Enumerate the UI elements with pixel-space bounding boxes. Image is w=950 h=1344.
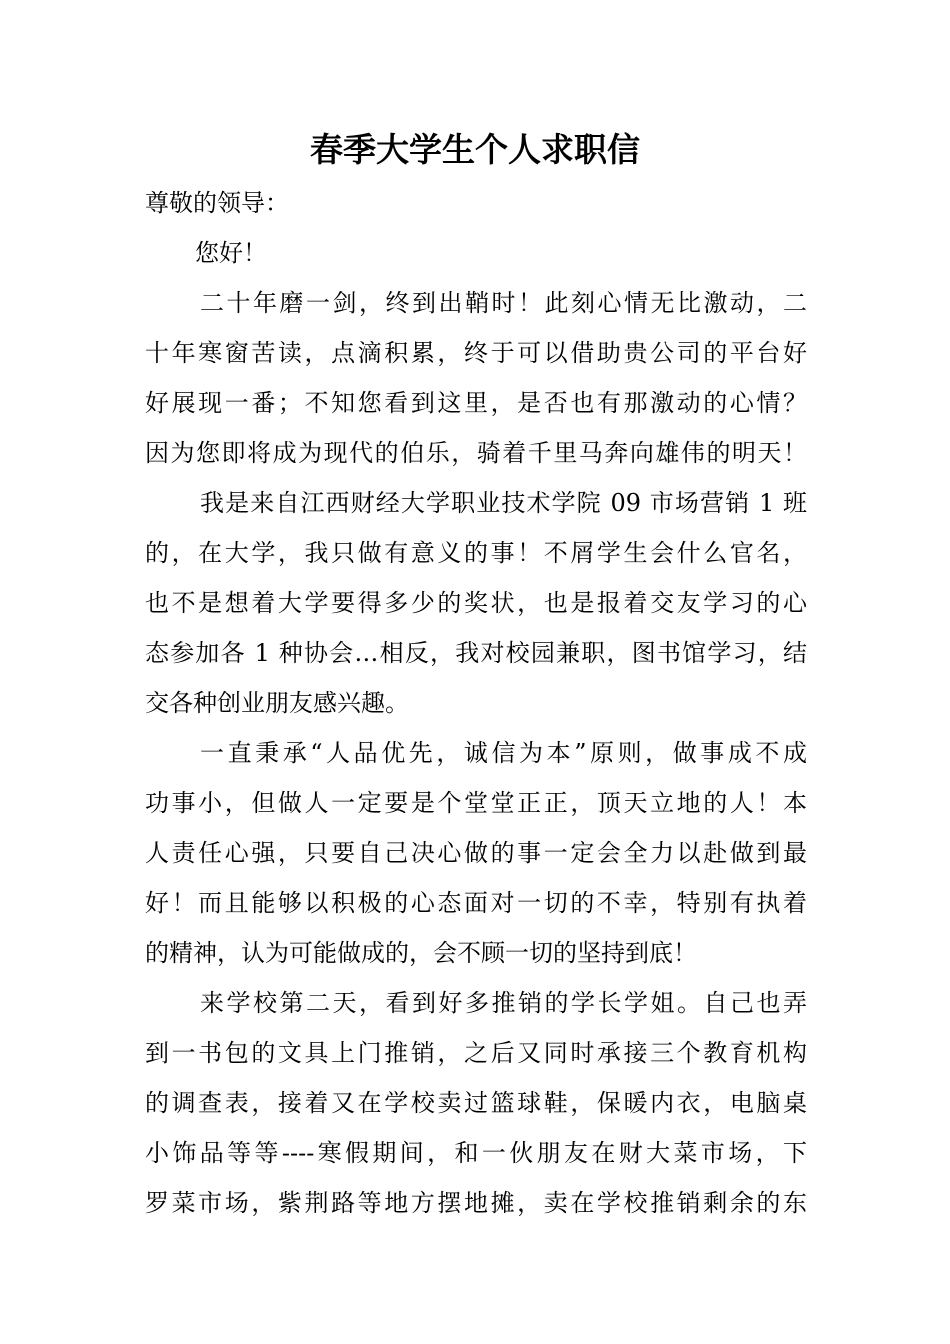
paragraph-line: 也不是想着大学要得多少的奖状，也是报着交友学习的心	[145, 589, 807, 617]
paragraph-line: 我是来自江西财经大学职业技术学院 09 市场营销 1 班	[200, 489, 807, 517]
paragraph-line: 的，在大学，我只做有意义的事！不屑学生会什么官名，	[145, 539, 807, 567]
paragraph-line: 态参加各 1 种协会…相反，我对校园兼职，图书馆学习，结	[145, 639, 807, 667]
paragraph-line: 的精神，认为可能做成的，会不顾一切的坚持到底！	[145, 939, 697, 967]
paragraph-line: 一直秉承“人品优先，诚信为本”原则，做事成不成	[200, 739, 807, 767]
paragraph-line: 到一书包的文具上门推销，之后又同时承接三个教育机构	[145, 1039, 807, 1067]
paragraph-line: 来学校第二天，看到好多推销的学长学姐。自己也弄	[200, 989, 807, 1017]
paragraph-line: 功事小，但做人一定要是个堂堂正正，顶天立地的人！本	[145, 789, 807, 817]
paragraph-line: 因为您即将成为现代的伯乐，骑着千里马奔向雄伟的明天！	[145, 439, 807, 467]
paragraph-line: 小饰品等等----寒假期间，和一伙朋友在财大菜市场，下	[145, 1139, 807, 1167]
salutation: 尊敬的领导：	[145, 189, 289, 217]
paragraph-line: 人责任心强，只要自己决心做的事一定会全力以赴做到最	[145, 839, 807, 867]
paragraph-line: 好！而且能够以积极的心态面对一切的不幸，特别有执着	[145, 889, 807, 917]
letter-body	[145, 178, 807, 1228]
paragraph-line: 好展现一番；不知您看到这里，是否也有那激动的心情？	[145, 389, 807, 417]
paragraph-line: 二十年磨一剑，终到出鞘时！此刻心情无比激动，二	[200, 289, 807, 317]
paragraph-line: 的调查表，接着又在学校卖过篮球鞋，保暖内衣，电脑桌	[145, 1089, 807, 1117]
page-title: 春季大学生个人求职信	[310, 130, 640, 169]
paragraph-line: 罗菜市场，紫荆路等地方摆地摊，卖在学校推销剩余的东	[145, 1189, 807, 1217]
paragraph-line: 交各种创业朋友感兴趣。	[145, 689, 409, 717]
paragraph-line: 十年寒窗苦读，点滴积累，终于可以借助贵公司的平台好	[145, 339, 807, 367]
greeting: 您好！	[195, 239, 267, 267]
